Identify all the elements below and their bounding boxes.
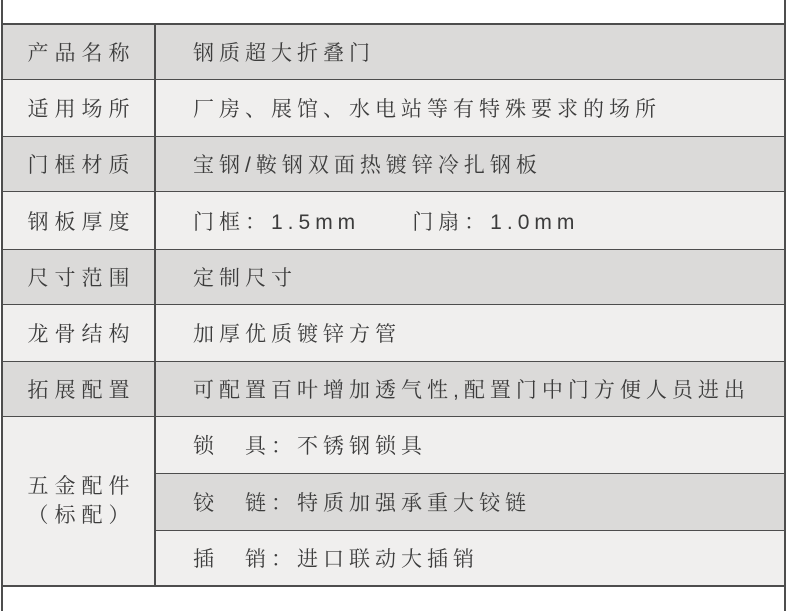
table-row-hardware <box>3 417 784 585</box>
row-label: 产品名称 <box>3 25 156 79</box>
hardware-label-line2: （标配） <box>27 504 136 527</box>
thickness-frame-value: 门框：1.5mm <box>193 210 361 234</box>
row-value: 钢质超大折叠门 <box>193 42 375 65</box>
hardware-item-bolt: 插 销：进口联动大插销 <box>156 531 784 585</box>
row-label: 拓展配置 <box>3 362 156 416</box>
row-label: 适用场所 <box>3 80 156 136</box>
table-row-extended-config <box>3 362 784 417</box>
table-row-applicable-places <box>3 80 784 137</box>
row-value: 可配置百叶增加透气性,配置门中门方便人员进出 <box>193 379 750 402</box>
table-row-product-name <box>3 25 784 80</box>
hardware-item-lock: 锁 具：不锈钢锁具 <box>156 417 784 474</box>
table-row-steel-thickness <box>3 192 784 250</box>
row-label: 门框材质 <box>3 137 156 191</box>
merged-row-label <box>3 417 156 585</box>
row-value: 厂房、展馆、水电站等有特殊要求的场所 <box>193 98 661 121</box>
row-label: 尺寸范围 <box>3 250 156 304</box>
thickness-leaf-value: 门扇：1.0mm <box>412 210 580 234</box>
table-row-size-range <box>3 250 784 305</box>
hardware-label-line1: 五金配件 <box>27 475 136 498</box>
row-label: 钢板厚度 <box>3 192 156 249</box>
hardware-subrows <box>156 417 784 585</box>
table-row-keel-structure <box>3 305 784 362</box>
right-border-line <box>784 0 786 611</box>
row-label: 龙骨结构 <box>3 305 156 361</box>
table-row-frame-material <box>3 137 784 192</box>
hardware-item-hinge: 铰 链：特质加强承重大铰链 <box>156 474 784 531</box>
product-spec-table <box>3 23 784 587</box>
left-border-line <box>1 0 3 611</box>
row-value: 宝钢/鞍钢双面热镀锌冷扎钢板 <box>193 154 542 177</box>
row-value: 定制尺寸 <box>193 267 297 290</box>
row-value: 加厚优质镀锌方管 <box>193 323 401 346</box>
row-value <box>156 192 784 249</box>
